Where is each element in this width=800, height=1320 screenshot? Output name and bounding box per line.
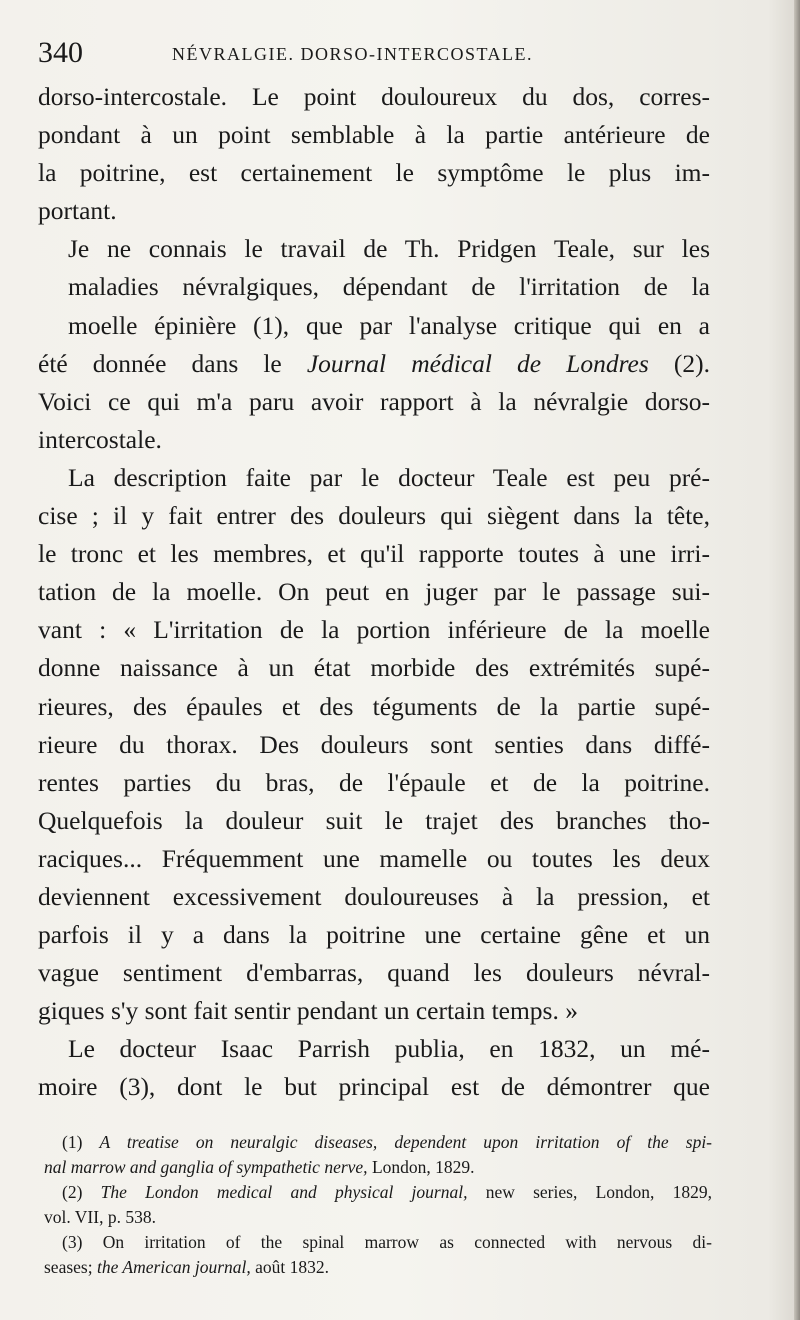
text-line: Je ne connais le travail de Th. Pridgen Teale, sur les [68,234,710,264]
text-line: giques s'y sont fait sentir pendant un certain temps. » [38,996,578,1026]
text-line: moelle épinière (1), que par l'analyse critique qui en a [68,310,710,340]
text-line: intercostale. [38,424,162,454]
text-line: donne naissance à un état morbide des extrémités supé- [38,653,710,683]
text-line: Quelquefois la douleur suit le trajet des branches tho- [38,805,710,835]
text-line: vague sentiment d'embarras, quand les douleurs névral- [38,958,710,988]
text-run: seases; [44,1257,97,1277]
paragraph-1 [38,78,710,230]
text-line: Voici ce qui m'a paru avoir rapport à la névralgie dorso- [38,386,710,416]
journal-title: Journal médical de Londres [306,348,649,378]
text-run: London, 1829. [367,1157,475,1177]
cited-title: nal marrow and ganglia of sympathetic nerve, [44,1157,368,1177]
text-run: août 1832. [250,1257,330,1277]
cited-title: the American journal, [96,1257,251,1277]
text-line: maladies névralgiques, dépendant de l'irritation de la [68,272,710,302]
text-line: deviennent excessivement douloureuses à la pression, et [38,881,710,911]
footnote-3: (3) On irritation of the spinal marrow as connected with nervous di- [62,1232,712,1252]
paragraph-4 [38,1030,710,1106]
text-line: portant. [38,196,117,226]
text-line: parfois il y a dans la poitrine une certaine gêne et un [38,920,710,950]
text-line: Le docteur Isaac Parrish publia, en 1832, un mé- [68,1034,710,1064]
footnote-2-cont: vol. VII, p. 538. [44,1207,156,1227]
text-line: cise ; il y fait entrer des douleurs qui siègent dans la tête, [38,501,710,531]
footnote-3-cont [44,1255,712,1280]
text-line [38,345,710,383]
text-line: le tronc et les membres, et qu'il rapporte toutes à une irri- [38,539,710,569]
page-header [38,36,718,76]
page-edge-shadow [794,0,800,1320]
text-line: pondant à un point semblable à la partie antérieure de [38,120,710,150]
text-line: rieures, des épaules et des téguments de la partie supé- [38,691,710,721]
text-run: été donnée dans le [38,348,307,378]
cited-title: A treatise on neuralgic diseases, dependent upon irritation of the spi- [99,1132,713,1152]
text-line: tation de la moelle. On peut en juger par le passage sui- [38,577,710,607]
footnote-1 [44,1130,712,1155]
text-run: new series, London, 1829, [467,1182,712,1202]
footnote-mark: (1) [62,1132,83,1152]
paragraph-3 [38,459,710,1030]
footnote-mark: (2) [62,1182,83,1202]
text-line: la poitrine, est certainement le symptôme le plus im- [38,158,710,188]
text-line: rieure du thorax. Des douleurs sont senties dans diffé- [38,729,710,759]
text-line: raciques... Fréquemment une mamelle ou toutes les deux [38,843,710,873]
text-line: dorso-intercostale. Le point douloureux du dos, corres- [38,82,710,111]
text-run: (2). [648,348,710,378]
footnote-1-cont [44,1155,712,1180]
text-line: rentes parties du bras, de l'épaule et de la poitrine. [38,767,710,797]
paragraph-2 [38,230,710,459]
text-line: vant : « L'irritation de la portion inférieure de la moelle [38,615,710,645]
text-line: moire (3), dont le but principal est de démontrer que [38,1072,710,1102]
body-text [38,78,710,1107]
cited-title: The London medical and physical journal, [100,1182,468,1202]
footnotes [44,1130,712,1280]
footnote-2 [44,1180,712,1205]
page-number: 340 [38,36,83,69]
text-line: La description faite par le docteur Teale est peu pré- [68,462,710,492]
running-title: NÉVRALGIE. DORSO-INTERCOSTALE. [172,44,534,64]
